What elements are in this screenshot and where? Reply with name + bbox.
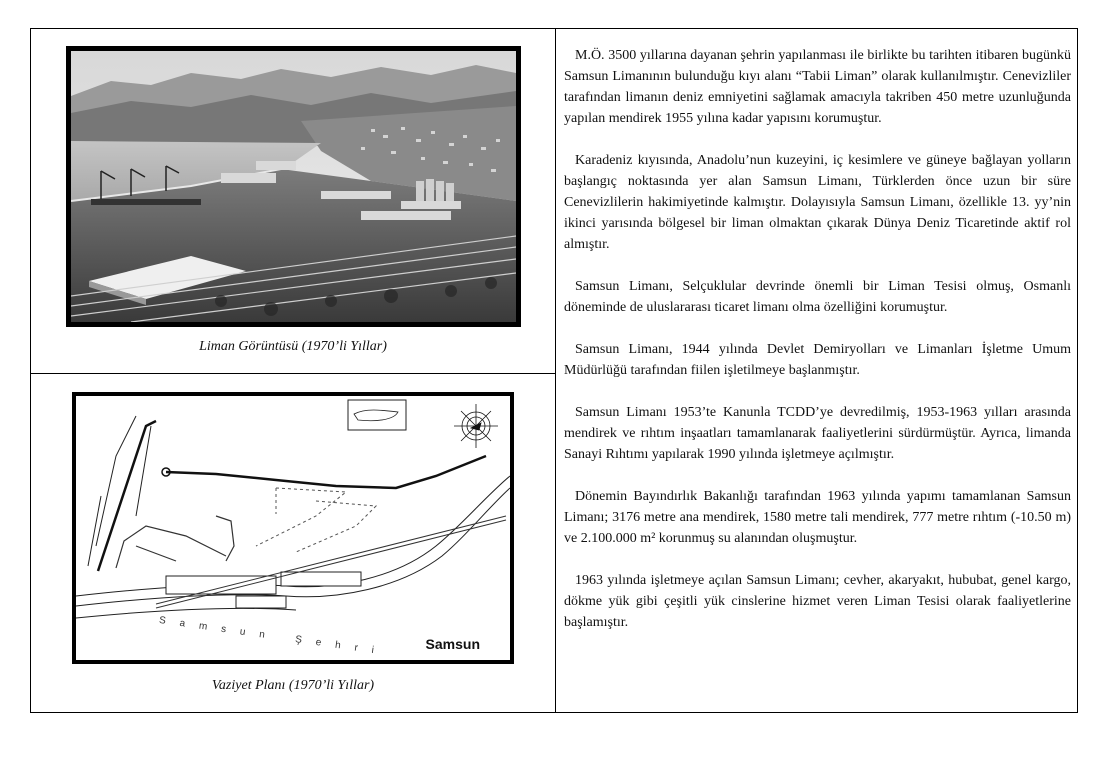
- paragraph: 1963 yılında işletmeye açılan Samsun Limanı; cevher, akaryakıt, hububat, genel kargo, dökme yük gibi çeşitli yük cinslerine hizmet veren Liman Tesisi olarak faaliyetlerine başlamıştır.: [564, 573, 1071, 630]
- paragraph: Dönemin Bayındırlık Bakanlığı tarafından 1963 yılında yapımı tamamlanan Samsun Limanı; 3176 metre ana mendirek, 1580 metre tali mendirek, 777 metre rıhtım (-10.50 m) ve 2.100.000 m² korunmuş su alanından oluşmuştur.: [564, 489, 1071, 546]
- site-plan: [72, 392, 514, 664]
- paragraph: Karadeniz kıyısında, Anadolu’nun kuzeyini, iç kesimlere ve güneye bağlayan yolların başlangıç noktasında yer alan Samsun Limanı, Türklerden önce uzun bir süre Cenevizlilerin hakimiyetinde kalmıştır. Dolayısıyla Samsun Limanı, özellikle 13. yy’nin ikinci yarısında bölgesel bir liman olmaktan çıkarak Dünya Deniz Ticaretinde aktif rol almıştır.: [564, 153, 1071, 252]
- paragraph: Samsun Limanı, Selçuklular devrinde önemli bir Liman Tesisi olmuş, Osmanlı döneminde de uluslararası ticaret limanı olma özelliğini korumuştur.: [564, 279, 1071, 315]
- column-divider: [555, 28, 556, 713]
- row-divider: [30, 373, 556, 374]
- history-text: [564, 45, 1071, 633]
- port-photo-image: [71, 51, 516, 322]
- site-plan-map: [76, 396, 510, 660]
- photo-caption: Liman Görüntüsü (1970’li Yıllar): [199, 339, 387, 354]
- plan-city-label: Samsun Şehri: [158, 614, 389, 659]
- port-photo: [66, 46, 521, 327]
- paragraph: M.Ö. 3500 yıllarına dayanan şehrin yapılanması ile birlikte bu tarihten itibaren bugünkü Samsun Limanının bulunduğu kıyı alanı “Tabii Liman” olarak kullanılmıştır. Cenevizliler tarafından limanın deniz emniyetini sağlamak amacıyla takriben 450 metre uzunluğunda yapılan mendirek 1955 yılına kadar yapısını korumuştur.: [564, 48, 1071, 126]
- plan-caption: Vaziyet Planı (1970’li Yıllar): [211, 678, 375, 693]
- paragraph: Samsun Limanı 1953’te Kanunla TCDD’ye devredilmiş, 1953-1963 yılları arasında mendirek ve rıhtım inşaatları tamamlanarak faaliyetlerini sürdürmüştür. Ayrıca, limanda Sanayi Rıhtımı yapılarak 1990 yılında işletmeye açılmıştır.: [564, 405, 1071, 462]
- paragraph: Samsun Limanı, 1944 yılında Devlet Demiryolları ve Limanları İşletme Umum Müdürlüğü tarafından fiilen işletilmeye başlanmıştır.: [564, 342, 1071, 378]
- plan-label: Samsun: [425, 636, 480, 652]
